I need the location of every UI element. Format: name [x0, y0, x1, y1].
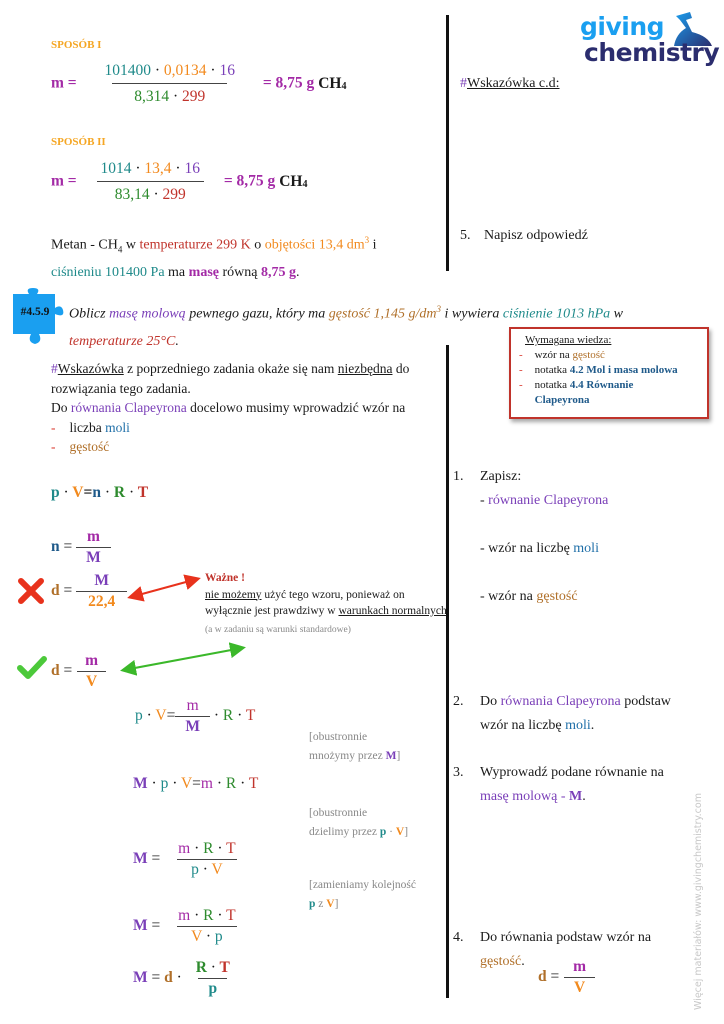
- highlight: 4.4 Równanie Clapeyrona: [534, 379, 634, 406]
- text: i wywiera: [441, 306, 503, 322]
- temperature-term: temperaturze 25°C: [69, 333, 176, 349]
- important-note: [205, 570, 450, 638]
- mass-value: 8,75 g: [260, 265, 296, 281]
- m: m: [85, 652, 99, 669]
- d: d: [164, 969, 173, 987]
- M: M: [385, 750, 397, 762]
- temperature-value: 299: [182, 88, 206, 105]
- text: użyć tego wzoru, ponieważ on wyłącznie jest prawdziwy w: [205, 588, 405, 617]
- red-double-arrow-icon: [125, 573, 205, 603]
- equals: =: [166, 707, 176, 725]
- equals: =: [151, 969, 161, 987]
- method1-heading: SPOSÓB I: [51, 39, 102, 51]
- step-1: [453, 465, 608, 609]
- equals: =: [550, 968, 560, 986]
- density-stp-equation: [51, 572, 127, 611]
- text: Metan - CH: [51, 237, 118, 253]
- equals: =: [63, 538, 73, 556]
- text: docelowo musimy wprowadzić wzór na: [186, 400, 406, 415]
- dot: ·: [135, 160, 141, 177]
- text: o: [250, 237, 265, 253]
- R: R: [195, 959, 207, 976]
- text: .: [582, 789, 586, 804]
- text: podstaw wzór na liczbę: [480, 694, 671, 733]
- knowledge-item: - notatka 4.2 Mol i masa molowa: [519, 364, 678, 376]
- bracket: ]: [404, 826, 409, 838]
- step-number: 2.: [453, 694, 464, 709]
- volume-value: 0,0134: [163, 62, 207, 79]
- gas-constant-value: 83,14: [114, 186, 150, 203]
- density-term: gęstość 1,145 g/dm: [328, 306, 437, 322]
- result-value: = 8,75 g: [262, 74, 315, 92]
- pressure-value: 1014: [100, 160, 132, 177]
- method2-equation: [51, 160, 307, 204]
- method2-heading: SPOSÓB II: [51, 136, 106, 148]
- box-title: Wymagana wiedza:: [525, 334, 612, 346]
- gas-constant-value: 8,314: [134, 88, 170, 105]
- dot: ·: [216, 775, 223, 792]
- column-divider-bottom: [446, 345, 449, 998]
- equals: =: [63, 582, 73, 600]
- formula-subscript: 4: [302, 178, 308, 190]
- temperature-value: 299: [162, 186, 186, 203]
- hint-continued: [460, 76, 560, 92]
- dot: ·: [240, 775, 246, 792]
- dot: ·: [217, 907, 223, 924]
- text: - wzór na: [480, 589, 537, 604]
- watermark: Więcej materiałów: www.givingchemistry.com: [693, 793, 704, 1010]
- m: m: [178, 907, 191, 924]
- step-4-density-equation: [538, 958, 596, 997]
- V: V: [155, 707, 167, 725]
- text: notatka: [534, 364, 570, 376]
- T: T: [219, 959, 230, 976]
- V: V: [395, 826, 405, 838]
- dot: ·: [146, 707, 152, 725]
- density-term: gęstość: [69, 439, 110, 454]
- text: i: [369, 237, 377, 253]
- p: p: [214, 928, 223, 945]
- step-text: Zapisz:: [480, 469, 522, 484]
- comment-line: mnożymy przez: [309, 750, 386, 762]
- dot: ·: [128, 484, 135, 501]
- m-symbol: m =: [51, 74, 77, 92]
- text: pewnego gazu, który ma: [185, 306, 329, 322]
- T: T: [137, 484, 149, 501]
- m: m: [178, 840, 191, 857]
- V: V: [180, 775, 193, 792]
- logo-text-giving: giving: [580, 12, 665, 41]
- fraction: [83, 160, 218, 204]
- formula-text: CH: [318, 74, 342, 92]
- clapeyron-equation: [51, 484, 148, 502]
- highlight: gęstość: [572, 349, 605, 361]
- dot: ·: [205, 928, 212, 945]
- formula-ch4: [318, 75, 346, 92]
- M: M: [76, 547, 111, 567]
- check-icon: [17, 656, 47, 684]
- text: - wzór na liczbę: [480, 541, 574, 556]
- comment-line: [zamieniamy kolejność: [309, 879, 416, 891]
- note-title: Ważne !: [205, 572, 245, 584]
- derivation-step-3: [133, 840, 250, 879]
- M: M: [133, 850, 148, 868]
- dot: ·: [153, 186, 159, 203]
- V: V: [211, 861, 223, 878]
- step-number: 4.: [453, 930, 464, 945]
- step-3: [453, 761, 693, 809]
- comment-line: dzielimy przez: [309, 826, 380, 838]
- text: w: [610, 306, 623, 322]
- column-divider-top: [446, 15, 449, 271]
- text: .: [521, 954, 525, 969]
- text: Do: [480, 694, 501, 709]
- pressure-term: ciśnienie 1013 hPa: [502, 306, 611, 322]
- derivation-step-4: [133, 907, 250, 946]
- M: M: [175, 716, 210, 736]
- dot: ·: [104, 484, 110, 501]
- dot: ·: [210, 62, 216, 79]
- task-number: #4.5.9: [20, 306, 50, 318]
- hash: #: [460, 76, 467, 91]
- emphasis: nie możemy: [205, 588, 262, 601]
- pressure-value: 101400: [104, 62, 151, 79]
- intro-text: #Wskazówka z poprzedniego zadania okaże się nam niezbędna do rozwiązania tego zadania. Do równania Clapeyrona docelowo musimy wprowadzić wzór na - liczba moli - gęstość: [51, 361, 410, 454]
- moles-term: moli: [105, 419, 130, 435]
- text: .: [590, 718, 595, 733]
- molar-mass-value: 16: [184, 160, 200, 177]
- dot: ·: [194, 840, 200, 857]
- logo-text-chemistry: chemistry: [584, 38, 720, 67]
- m: m: [573, 958, 587, 975]
- equals: =: [151, 850, 161, 868]
- dot: ·: [172, 775, 178, 792]
- n: n: [51, 538, 60, 556]
- text: równą: [218, 265, 261, 281]
- molar-mass-value: 16: [219, 62, 235, 79]
- step-2: [453, 690, 693, 738]
- m: m: [86, 528, 100, 545]
- V: V: [326, 898, 335, 910]
- M: M: [133, 969, 148, 987]
- text: (a w zadaniu są warunki standardowe): [205, 624, 351, 635]
- dot: ·: [151, 775, 157, 792]
- volume-text: objętości 13,4 dm: [264, 237, 365, 253]
- comment-line: [obustronnie: [309, 731, 368, 743]
- density-term: gęstość: [536, 589, 578, 604]
- equals: =: [83, 484, 93, 501]
- text: Do równania podstaw wzór na: [480, 930, 652, 945]
- text: .: [175, 333, 179, 349]
- text: Oblicz: [69, 306, 110, 322]
- formula-ch4: [279, 173, 307, 190]
- equals: =: [151, 917, 161, 935]
- derivation-comment-1: [309, 728, 400, 766]
- density-term: gęstość: [480, 954, 522, 969]
- p: p: [191, 861, 199, 878]
- text: Do: [51, 400, 71, 415]
- comment-line: z: [315, 898, 327, 910]
- derivation-comment-2: [309, 804, 408, 842]
- R: R: [203, 840, 214, 857]
- highlight: 4.2 Mol i masa molowa: [569, 364, 678, 376]
- text: -: [480, 493, 489, 508]
- cross-icon: [18, 578, 44, 608]
- molar-volume: 22,4: [76, 591, 127, 611]
- T: T: [245, 707, 256, 725]
- m: m: [186, 697, 199, 714]
- derivation-step-1: [135, 697, 255, 736]
- dot: ·: [172, 88, 179, 105]
- fraction: [83, 62, 257, 106]
- moles-equation: [51, 528, 111, 567]
- text: z poprzedniego zadania okaże się nam: [123, 361, 338, 376]
- step-number: 3.: [453, 765, 464, 780]
- m-symbol: m =: [51, 172, 77, 190]
- derivation-comment-3: [309, 876, 416, 914]
- step-number: 1.: [453, 469, 464, 484]
- clapeyron-term: równanie Clapeyrona: [488, 493, 609, 508]
- dot: ·: [63, 484, 69, 501]
- hint-label: Wskazówka c.d:: [467, 76, 560, 91]
- molar-mass-term: masę molową: [109, 306, 186, 322]
- V: V: [564, 977, 595, 997]
- d: d: [51, 582, 60, 600]
- formula-text: CH: [279, 172, 303, 190]
- M: M: [133, 775, 148, 792]
- T: T: [248, 775, 259, 792]
- green-double-arrow-icon: [118, 642, 248, 676]
- text: Wyprowadź podane równanie na: [480, 765, 664, 780]
- dot: ·: [194, 907, 200, 924]
- p: p: [198, 978, 227, 998]
- text: wzór na: [534, 349, 573, 361]
- derivation-step-5: [133, 959, 240, 998]
- V: V: [191, 928, 202, 945]
- required-knowledge-box: [509, 327, 709, 419]
- V: V: [77, 671, 106, 691]
- V: V: [72, 484, 84, 501]
- p: p: [309, 898, 316, 910]
- clapeyron-term: równania Clapeyrona: [70, 400, 187, 415]
- text: liczba: [69, 419, 106, 435]
- formula-subscript: 4: [341, 80, 347, 92]
- step-text: Napisz odpowiedź: [484, 228, 588, 243]
- method1-equation: [51, 62, 346, 106]
- hash: #: [51, 361, 58, 376]
- p: p: [51, 484, 60, 501]
- clapeyron-term: równania Clapeyrona: [500, 694, 621, 709]
- emphasis: warunkach normalnych: [338, 605, 447, 617]
- text: w: [122, 237, 140, 253]
- M: M: [569, 789, 583, 804]
- summary-text: [51, 228, 421, 285]
- moles-term: moli: [573, 541, 599, 556]
- bracket: ]: [396, 750, 401, 762]
- R: R: [222, 707, 234, 725]
- p: p: [160, 775, 169, 792]
- pressure-text: ciśnieniu 101400 Pa: [51, 265, 165, 281]
- derivation-step-2: [133, 775, 258, 793]
- dot: ·: [175, 160, 181, 177]
- comment-line: [obustronnie: [309, 807, 368, 819]
- m: m: [200, 775, 213, 792]
- temperature-text: temperaturze 299 K: [139, 237, 251, 253]
- density-equation: [51, 652, 107, 691]
- task-badge: [11, 284, 73, 350]
- subscript: 4: [117, 244, 123, 255]
- text: notatka: [534, 379, 570, 391]
- mass-text: masę: [188, 265, 219, 281]
- moles-term: moli: [565, 718, 591, 733]
- M: M: [94, 572, 109, 589]
- dot: ·: [154, 62, 161, 79]
- dot: ·: [389, 826, 394, 838]
- volume-value: 13,4: [144, 160, 172, 177]
- T: T: [226, 907, 236, 924]
- giving-chemistry-logo: [578, 10, 718, 72]
- dot: ·: [237, 707, 243, 725]
- p: p: [135, 707, 143, 725]
- dot: ·: [217, 840, 223, 857]
- knowledge-item: - notatka 4.4 Równanie Clapeyrona: [519, 379, 634, 406]
- molar-mass-term: masę molową -: [480, 789, 570, 804]
- dot: ·: [176, 969, 182, 987]
- hint-label: Wskazówka: [57, 361, 124, 376]
- text: do rozwiązania tego zadania.: [51, 361, 410, 396]
- dot: ·: [210, 959, 216, 976]
- knowledge-item: - wzór na gęstość: [519, 349, 605, 361]
- equals: =: [192, 775, 201, 792]
- equals: =: [63, 662, 73, 680]
- n: n: [92, 484, 101, 501]
- bracket: ]: [334, 898, 339, 910]
- p: p: [379, 826, 387, 838]
- dot: ·: [202, 861, 208, 878]
- text: ma: [164, 265, 189, 281]
- R: R: [203, 907, 214, 924]
- dot: ·: [213, 707, 220, 725]
- step-5: [460, 228, 588, 244]
- text: .: [295, 265, 300, 281]
- R: R: [113, 484, 126, 501]
- d: d: [538, 968, 547, 986]
- superscript: 3: [364, 235, 370, 245]
- R: R: [225, 775, 237, 792]
- superscript: 3: [436, 304, 441, 314]
- M: M: [133, 917, 148, 935]
- d: d: [51, 662, 60, 680]
- T: T: [226, 840, 236, 857]
- step-number: 5.: [460, 228, 471, 243]
- result-value: = 8,75 g: [223, 172, 276, 190]
- emphasis: niezbędna: [337, 361, 393, 376]
